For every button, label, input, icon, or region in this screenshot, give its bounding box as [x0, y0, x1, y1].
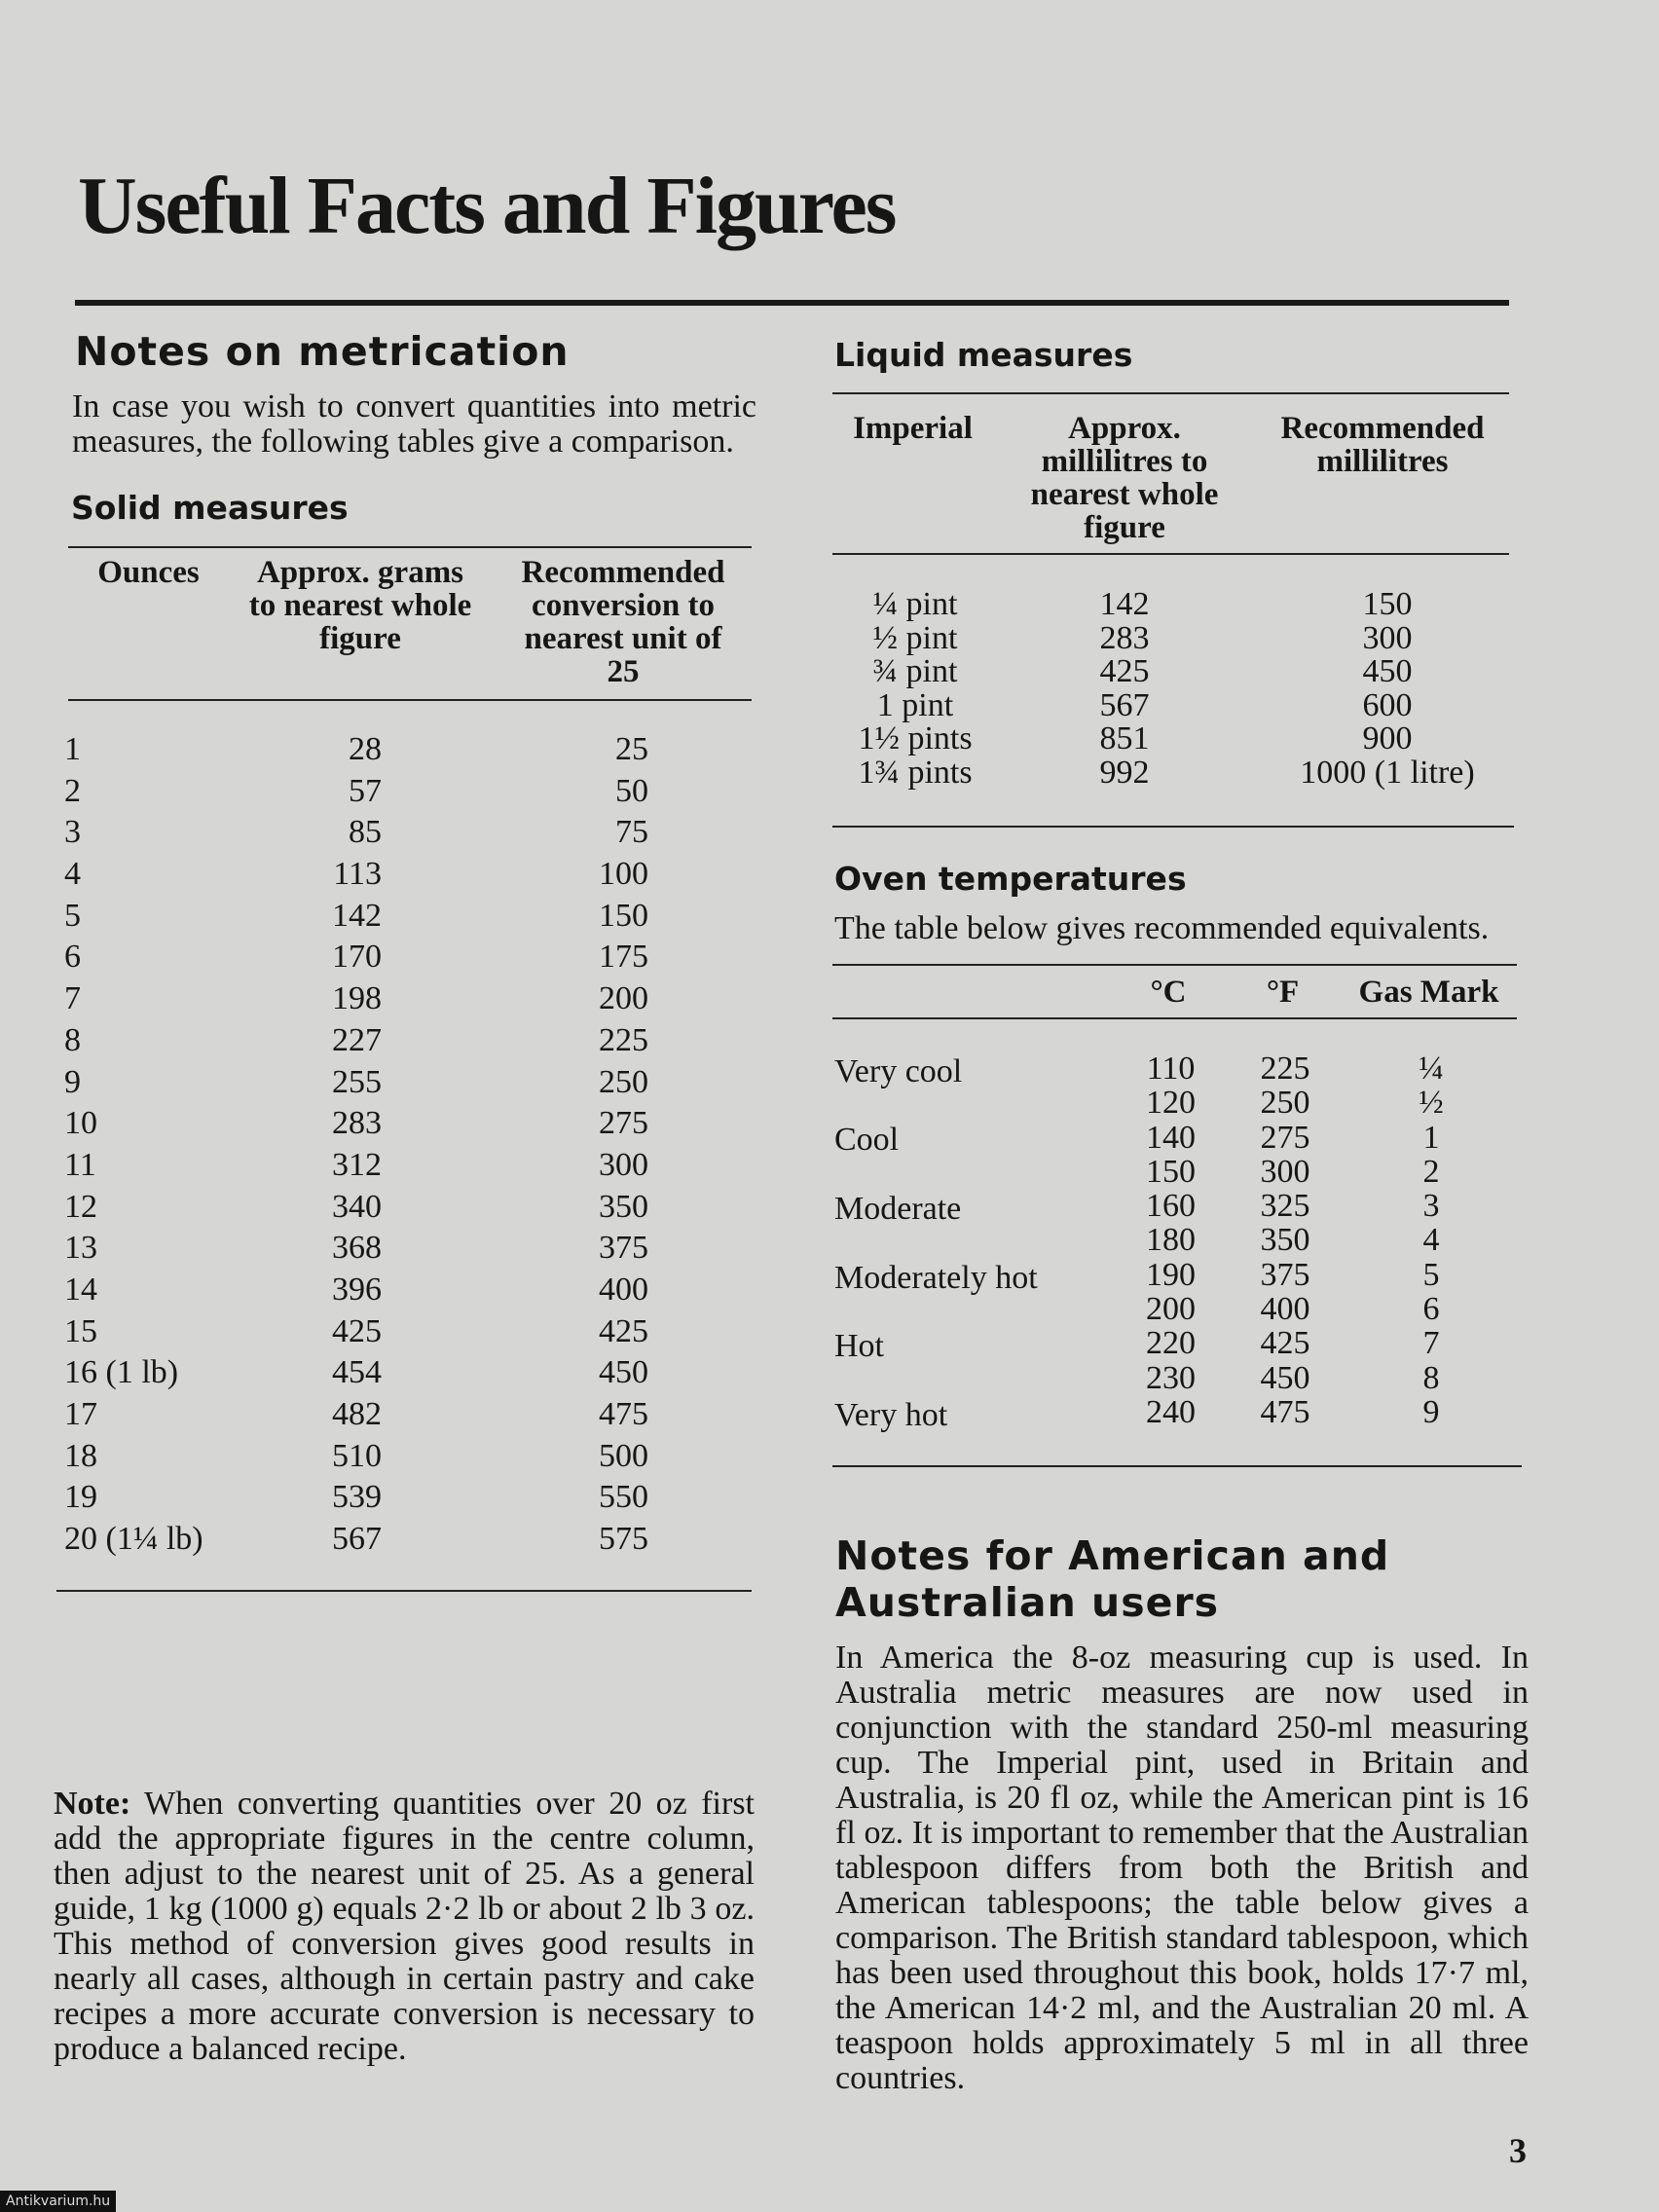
liquid-recommended-cell-3: 600 [1362, 686, 1413, 723]
solid-grams-cell-7: 227 [332, 1021, 382, 1058]
solid-grams-cell-2: 85 [349, 814, 382, 851]
oven-celsius-cell-6: 190 [1146, 1256, 1196, 1293]
solid-grams-cell-8: 255 [332, 1063, 382, 1100]
solid-ounces-cell-7: 8 [64, 1021, 81, 1058]
solid-grams-cell-14: 425 [332, 1312, 382, 1349]
page-number: 3 [1509, 2131, 1527, 2170]
solid-grams-cell-17: 510 [332, 1437, 382, 1474]
oven-label-very-hot: Very hot [834, 1397, 948, 1433]
solid-ounces-cell-12: 13 [64, 1230, 97, 1267]
oven-fahrenheit-cell-3: 300 [1260, 1153, 1310, 1190]
solid-grams-cell-11: 340 [332, 1188, 382, 1225]
oven-table-bottom-rule [832, 1465, 1522, 1467]
oven-col-celsius-header: °C [1150, 975, 1187, 1010]
solid-grams-cell-0: 28 [349, 731, 382, 767]
liquid-recommended-cell-1: 300 [1362, 619, 1413, 656]
solid-ounces-cell-15: 16 (1 lb) [64, 1354, 179, 1391]
oven-gas-cell-9: 8 [1422, 1359, 1440, 1396]
oven-gas-cell-4: 3 [1422, 1188, 1440, 1225]
oven-fahrenheit-cell-8: 425 [1260, 1325, 1310, 1362]
liquid-recommended-cell-0: 150 [1362, 586, 1413, 622]
conversion-note [54, 1787, 755, 2067]
solid-recommended-cell-11: 350 [599, 1188, 648, 1225]
oven-label-cool: Cool [834, 1122, 900, 1158]
solid-ounces-cell-9: 10 [64, 1105, 97, 1142]
liquid-approx-column [1071, 588, 1178, 790]
oven-table-header-rule [832, 1017, 1517, 1019]
liquid-col-approx-header: Approx. millilitres to nearest whole figure [1030, 411, 1219, 545]
liquid-imperial-cell-4: 1½ pints [858, 720, 973, 756]
american-notes-heading-line2: Australian users [835, 1579, 1220, 1626]
oven-celsius-cell-9: 230 [1146, 1359, 1196, 1396]
oven-col-fahrenheit-header: °F [1266, 975, 1300, 1010]
oven-fahrenheit-cell-10: 475 [1260, 1393, 1310, 1430]
liquid-approx-cell-5: 992 [1099, 754, 1150, 791]
solid-recommended-cell-13: 400 [599, 1271, 648, 1308]
oven-fahrenheit-cell-4: 325 [1260, 1188, 1310, 1225]
liquid-imperial-cell-1: ½ pint [872, 619, 958, 656]
oven-label-hot: Hot [834, 1328, 884, 1364]
solid-ounces-cell-18: 19 [64, 1479, 97, 1516]
oven-celsius-cell-2: 140 [1146, 1119, 1196, 1156]
solid-recommended-cell-4: 150 [599, 897, 648, 934]
solid-ounces-cell-13: 14 [64, 1271, 97, 1308]
solid-col-ounces-header: Ounces [97, 555, 200, 590]
oven-fahrenheit-cell-1: 250 [1260, 1085, 1310, 1122]
oven-gas-cell-8: 7 [1422, 1325, 1440, 1362]
oven-fahrenheit-cell-0: 225 [1260, 1051, 1310, 1087]
oven-celsius-cell-5: 180 [1146, 1222, 1196, 1259]
oven-table-top-rule [832, 964, 1517, 966]
solid-ounces-column [64, 729, 230, 1561]
solid-recommended-cell-2: 75 [615, 814, 648, 851]
solid-grams-cell-12: 368 [332, 1230, 382, 1267]
oven-celsius-cell-4: 160 [1146, 1188, 1196, 1225]
liquid-approx-cell-3: 567 [1099, 686, 1150, 723]
oven-gas-cell-7: 6 [1422, 1291, 1440, 1328]
oven-celsius-cell-10: 240 [1146, 1393, 1196, 1430]
solid-ounces-cell-1: 2 [64, 772, 81, 809]
title-rule [75, 300, 1509, 306]
oven-fahrenheit-cell-9: 450 [1260, 1359, 1310, 1396]
solid-grams-cell-9: 283 [332, 1105, 382, 1142]
solid-table-bottom-rule [56, 1590, 752, 1592]
liquid-approx-cell-1: 283 [1099, 619, 1150, 656]
solid-grams-cell-6: 198 [332, 980, 382, 1017]
liquid-measures-heading: Liquid measures [834, 336, 1133, 374]
oven-fahrenheit-cell-7: 400 [1260, 1291, 1310, 1328]
oven-gas-cell-0: ¼ [1419, 1051, 1444, 1087]
note-text: When converting quantities over 20 oz first add the appropriate figures in the centre column, then adjust to the nearest unit of 25. As a general guide, 1 kg (1000 g) equals 2·2 lb or about 2 lb 3 oz. This method of conversion gives good results in nearly all cases, although in certain pastry and cake recipes a more accurate conversion is necessary to produce a balanced recipe. [54, 1786, 755, 2067]
solid-measures-heading: Solid measures [71, 489, 349, 527]
solid-ounces-cell-3: 4 [64, 856, 81, 893]
solid-table-header-rule [68, 699, 752, 701]
liquid-recommended-cell-2: 450 [1362, 653, 1413, 689]
solid-ounces-cell-19: 20 (1¼ lb) [64, 1521, 203, 1558]
american-notes-text: In America the 8-oz measuring cup is used. In Australia metric measures are now used in conjunction with the standard 250-ml measuring cup. The Imperial pint, used in Britain and Australia, is 20 fl oz, while the American pint is 16 fl oz. It is important to remember that the Australian tablespoon differs from both the British and American tablespoons; the table below gives a comparison. The British standard tablespoon, which has been used throughout this book, holds 17·7 ml, the American 14·2 ml, and the Australian 20 ml. A teaspoon holds approximately 5 ml in all three countries. [835, 1640, 1529, 2096]
solid-recommended-cell-10: 300 [599, 1146, 648, 1183]
solid-recommended-cell-12: 375 [599, 1230, 648, 1267]
oven-gas-cell-3: 2 [1422, 1153, 1440, 1190]
solid-col-grams-header: Approx. grams to nearest whole figure [248, 555, 472, 656]
oven-fahrenheit-cell-6: 375 [1260, 1256, 1310, 1293]
oven-gas-cell-5: 4 [1422, 1222, 1440, 1259]
solid-ounces-cell-17: 18 [64, 1437, 97, 1474]
solid-grams-cell-15: 454 [332, 1354, 382, 1391]
oven-gas-column [1402, 1051, 1460, 1429]
solid-grams-cell-13: 396 [332, 1271, 382, 1308]
oven-intro: The table below gives recommended equivalents. [834, 910, 1490, 946]
liquid-recommended-column [1266, 588, 1509, 790]
oven-fahrenheit-cell-2: 275 [1260, 1119, 1310, 1156]
oven-fahrenheit-cell-5: 350 [1260, 1222, 1310, 1259]
solid-recommended-cell-1: 50 [615, 772, 648, 809]
liquid-imperial-column [837, 588, 993, 790]
oven-celsius-column [1134, 1051, 1207, 1429]
liquid-imperial-cell-5: 1¾ pints [858, 754, 973, 791]
solid-ounces-cell-0: 1 [64, 731, 81, 767]
solid-grams-cell-5: 170 [332, 939, 382, 976]
liquid-table-header-rule [832, 553, 1509, 555]
liquid-recommended-cell-4: 900 [1362, 720, 1413, 756]
oven-label-very-cool: Very cool [834, 1053, 963, 1089]
solid-recommended-cell-8: 250 [599, 1063, 648, 1100]
solid-ounces-cell-16: 17 [64, 1396, 97, 1432]
solid-recommended-cell-5: 175 [599, 939, 648, 976]
american-notes-heading-line1: Notes for American and [835, 1532, 1390, 1579]
solid-table-top-rule [68, 546, 752, 548]
liquid-approx-cell-4: 851 [1099, 720, 1150, 756]
oven-celsius-cell-8: 220 [1146, 1325, 1196, 1362]
solid-grams-cell-3: 113 [333, 856, 382, 893]
solid-recommended-cell-17: 500 [599, 1437, 648, 1474]
solid-ounces-cell-6: 7 [64, 980, 81, 1017]
solid-recommended-cell-0: 25 [615, 731, 648, 767]
liquid-table-top-rule [832, 392, 1509, 394]
watermark: Antikvarium.hu [0, 2191, 116, 2212]
solid-recommended-column [545, 729, 648, 1561]
solid-grams-column [282, 729, 382, 1561]
liquid-imperial-cell-3: 1 pint [876, 686, 954, 723]
oven-celsius-cell-3: 150 [1146, 1153, 1196, 1190]
solid-ounces-cell-2: 3 [64, 814, 81, 851]
oven-label-moderately-hot: Moderately hot [834, 1260, 1038, 1296]
solid-ounces-cell-10: 11 [64, 1146, 96, 1183]
oven-gas-cell-6: 5 [1422, 1256, 1440, 1293]
oven-fahrenheit-column [1246, 1051, 1324, 1429]
solid-ounces-cell-11: 12 [64, 1188, 97, 1225]
solid-ounces-cell-4: 5 [64, 897, 81, 934]
oven-gas-cell-2: 1 [1422, 1119, 1440, 1156]
metrication-intro: In case you wish to convert quantities into metric measures, the following tables give a comparison. [72, 388, 756, 460]
oven-col-gas-header: Gas Mark [1358, 975, 1499, 1010]
solid-ounces-cell-8: 9 [64, 1063, 81, 1100]
page-title: Useful Facts and Figures [78, 161, 896, 251]
solid-recommended-cell-6: 200 [599, 980, 648, 1017]
solid-recommended-cell-16: 475 [599, 1396, 648, 1432]
oven-celsius-cell-7: 200 [1146, 1291, 1196, 1328]
solid-grams-cell-1: 57 [349, 772, 382, 809]
solid-recommended-cell-7: 225 [599, 1021, 648, 1058]
oven-celsius-cell-1: 120 [1146, 1085, 1196, 1122]
note-label: Note: [54, 1786, 131, 1822]
solid-recommended-cell-18: 550 [599, 1479, 648, 1516]
solid-grams-cell-10: 312 [332, 1146, 382, 1183]
metrication-heading: Notes on metrication [75, 328, 570, 375]
solid-recommended-cell-14: 425 [599, 1312, 648, 1349]
oven-gas-cell-10: 9 [1422, 1393, 1440, 1430]
solid-grams-cell-19: 567 [332, 1521, 382, 1558]
solid-grams-cell-16: 482 [332, 1396, 382, 1432]
oven-gas-cell-1: ½ [1419, 1085, 1444, 1122]
liquid-approx-cell-2: 425 [1099, 653, 1150, 689]
liquid-col-imperial-header: Imperial [853, 411, 973, 446]
solid-recommended-cell-15: 450 [599, 1354, 648, 1391]
solid-col-recommended-header: Recommended conversion to nearest unit of 25 [521, 555, 725, 689]
oven-labels [834, 1051, 1117, 1441]
solid-ounces-cell-5: 6 [64, 939, 81, 976]
liquid-approx-cell-0: 142 [1099, 586, 1150, 622]
liquid-col-recommended-header: Recommended millilitres [1280, 411, 1485, 479]
solid-recommended-cell-3: 100 [599, 856, 648, 893]
liquid-recommended-cell-5: 1000 (1 litre) [1300, 754, 1475, 791]
liquid-imperial-cell-0: ¼ pint [872, 586, 958, 622]
liquid-imperial-cell-2: ¾ pint [872, 653, 958, 689]
solid-recommended-cell-9: 275 [599, 1105, 648, 1142]
liquid-table-bottom-rule [832, 826, 1514, 828]
solid-grams-cell-18: 539 [332, 1479, 382, 1516]
oven-celsius-cell-0: 110 [1146, 1051, 1196, 1087]
solid-grams-cell-4: 142 [332, 897, 382, 934]
oven-label-moderate: Moderate [834, 1191, 962, 1227]
solid-recommended-cell-19: 575 [599, 1521, 648, 1558]
solid-ounces-cell-14: 15 [64, 1312, 97, 1349]
oven-temperatures-heading: Oven temperatures [834, 860, 1187, 898]
